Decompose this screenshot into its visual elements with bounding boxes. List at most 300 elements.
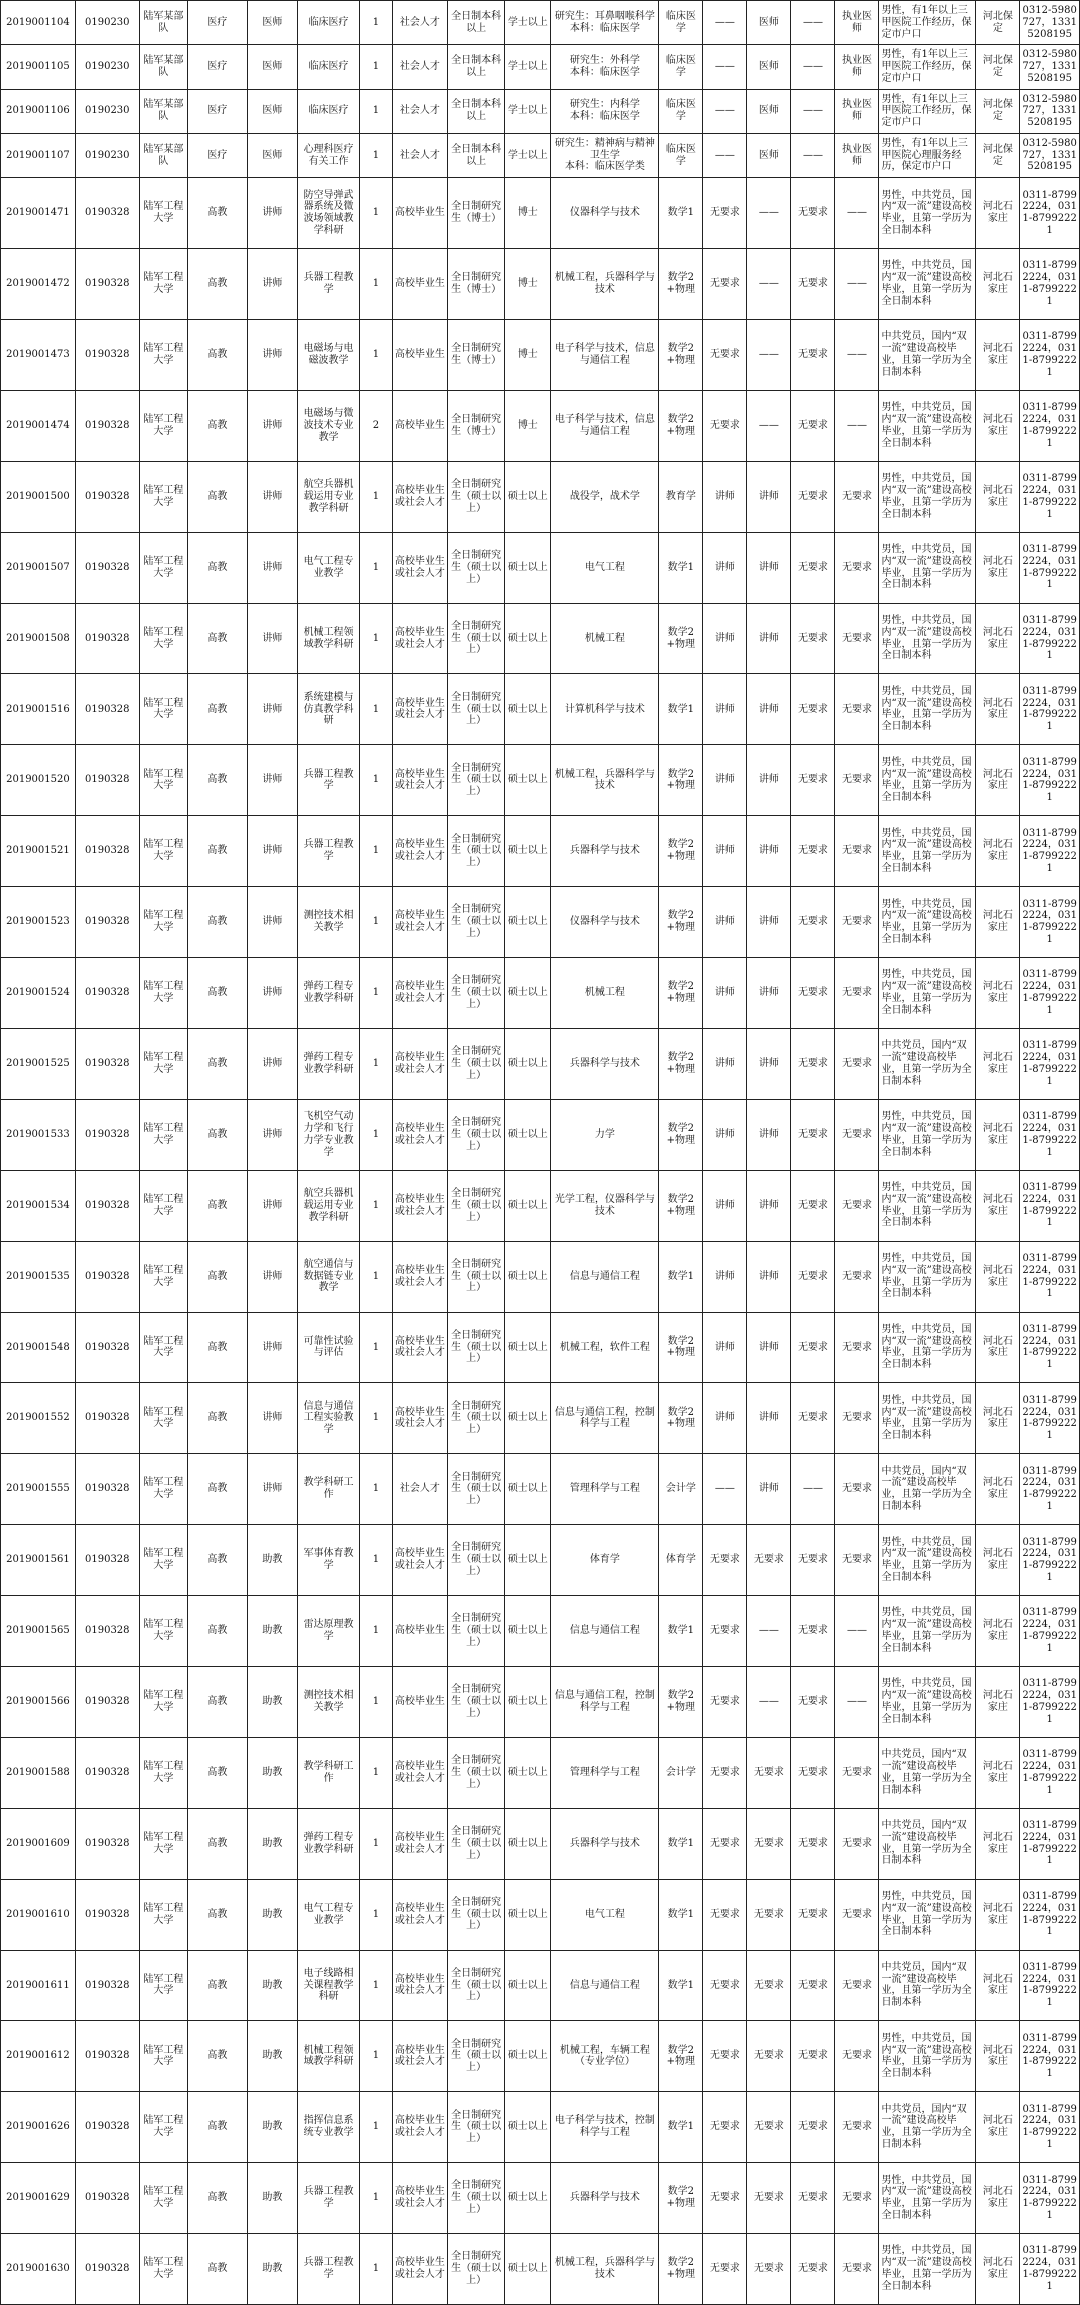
table-row	[1, 2163, 1080, 2234]
cell-education-type: 全日制本科以上	[447, 45, 504, 89]
cell-employer: 陆军工程大学	[139, 1737, 187, 1808]
cell-certificate: 执业医师	[835, 133, 879, 177]
cell-duty-requirement: 无要求	[791, 887, 835, 958]
cell-job-description: 电磁场与电磁波教学	[298, 320, 360, 391]
cell-duty-requirement: 无要求	[791, 390, 835, 461]
cell-other-requirements: 男性，中共党员，国内“双一流”建设高校毕业，且第一学历为全日制本科	[879, 390, 976, 461]
cell-contact-phone: 0311-87992224，0311-87992221	[1020, 1028, 1080, 1099]
cell-work-location: 河北石家庄	[976, 1241, 1020, 1312]
cell-certificate: 无要求	[835, 1099, 879, 1170]
cell-major: 战役学，战术学	[551, 461, 659, 532]
cell-work-location: 河北石家庄	[976, 2163, 1020, 2234]
cell-employer: 陆军工程大学	[139, 178, 187, 249]
cell-title-requirement: 无要求	[703, 1808, 747, 1879]
cell-job-category: 高教	[188, 816, 247, 887]
cell-job-category: 高教	[188, 1028, 247, 1099]
cell-headcount: 1	[359, 1454, 392, 1525]
cell-work-location: 河北石家庄	[976, 958, 1020, 1029]
cell-headcount: 1	[359, 745, 392, 816]
cell-certificate: 无要求	[835, 461, 879, 532]
cell-job-category: 高教	[188, 249, 247, 320]
cell-major: 计算机科学与技术	[551, 674, 659, 745]
cell-title-requirement: 讲师	[703, 532, 747, 603]
cell-degree: 硕士以上	[505, 532, 551, 603]
cell-exam-subject: 数学2+物理	[659, 887, 703, 958]
cell-education-type: 全日制研究生（硕士以上）	[447, 1241, 504, 1312]
cell-employer-code: 0190328	[75, 2163, 139, 2234]
cell-candidate-source: 高校毕业生或社会人才	[392, 1241, 447, 1312]
cell-position-code: 2019001106	[1, 89, 76, 133]
cell-duty-requirement: 无要求	[791, 461, 835, 532]
cell-position-code: 2019001107	[1, 133, 76, 177]
cell-certificate: 无要求	[835, 2234, 879, 2305]
cell-duty-requirement: ——	[791, 1454, 835, 1525]
cell-employer: 陆军工程大学	[139, 1170, 187, 1241]
cell-education-type: 全日制研究生（硕士以上）	[447, 2092, 504, 2163]
cell-title-requirement: 无要求	[703, 320, 747, 391]
cell-employer-code: 0190328	[75, 1312, 139, 1383]
cell-title-requirement: ——	[703, 133, 747, 177]
cell-job-description: 指挥信息系统专业教学	[298, 2092, 360, 2163]
cell-headcount: 1	[359, 1383, 392, 1454]
cell-major: 电气工程	[551, 532, 659, 603]
cell-job-title: 医师	[247, 45, 298, 89]
cell-job-description: 临床医疗	[298, 45, 360, 89]
cell-employer: 陆军工程大学	[139, 1808, 187, 1879]
cell-candidate-source: 高校毕业生或社会人才	[392, 532, 447, 603]
cell-major: 研究生：耳鼻咽喉科学 本科：临床医学	[551, 1, 659, 45]
cell-education-type: 全日制研究生（硕士以上）	[447, 603, 504, 674]
cell-job-category: 高教	[188, 532, 247, 603]
table-row	[1, 603, 1080, 674]
cell-headcount: 1	[359, 958, 392, 1029]
cell-candidate-source: 高校毕业生或社会人才	[392, 1950, 447, 2021]
cell-other-requirements: 男性，中共党员，国内“双一流”建设高校毕业，且第一学历为全日制本科	[879, 178, 976, 249]
cell-major: 机械工程	[551, 603, 659, 674]
cell-other-requirements: 男性，中共党员，国内“双一流”建设高校毕业，且第一学历为全日制本科	[879, 2234, 976, 2305]
cell-employer: 陆军工程大学	[139, 1241, 187, 1312]
cell-employer: 陆军工程大学	[139, 1666, 187, 1737]
cell-major: 信息与通信工程	[551, 1241, 659, 1312]
cell-job-category: 医疗	[188, 45, 247, 89]
cell-candidate-source: 高校毕业生或社会人才	[392, 461, 447, 532]
cell-job-description: 教学科研工作	[298, 1454, 360, 1525]
cell-exam-subject: 数学2+物理	[659, 320, 703, 391]
cell-qualification: ——	[747, 320, 791, 391]
cell-employer-code: 0190328	[75, 745, 139, 816]
cell-major: 机械工程，兵器科学与技术	[551, 2234, 659, 2305]
cell-position-code: 2019001524	[1, 958, 76, 1029]
cell-education-type: 全日制研究生（硕士以上）	[447, 1525, 504, 1596]
cell-candidate-source: 高校毕业生或社会人才	[392, 2021, 447, 2092]
cell-certificate: 无要求	[835, 816, 879, 887]
cell-headcount: 1	[359, 1596, 392, 1667]
cell-candidate-source: 高校毕业生或社会人才	[392, 1808, 447, 1879]
cell-work-location: 河北石家庄	[976, 1454, 1020, 1525]
cell-contact-phone: 0311-87992224，0311-87992221	[1020, 532, 1080, 603]
cell-contact-phone: 0311-87992224，0311-87992221	[1020, 1666, 1080, 1737]
cell-employer: 陆军工程大学	[139, 1950, 187, 2021]
cell-major: 兵器科学与技术	[551, 1028, 659, 1099]
cell-education-type: 全日制研究生（硕士以上）	[447, 1879, 504, 1950]
cell-certificate: 无要求	[835, 674, 879, 745]
cell-other-requirements: 中共党员，国内“双一流”建设高校毕业，且第一学历为全日制本科	[879, 320, 976, 391]
cell-degree: 硕士以上	[505, 2092, 551, 2163]
cell-employer-code: 0190328	[75, 1241, 139, 1312]
cell-exam-subject: 数学1	[659, 532, 703, 603]
cell-headcount: 1	[359, 320, 392, 391]
cell-candidate-source: 高校毕业生或社会人才	[392, 2234, 447, 2305]
cell-other-requirements: 中共党员，国内“双一流”建设高校毕业，且第一学历为全日制本科	[879, 1950, 976, 2021]
cell-contact-phone: 0311-87992224，0311-87992221	[1020, 1454, 1080, 1525]
cell-employer: 陆军工程大学	[139, 745, 187, 816]
cell-job-title: 讲师	[247, 958, 298, 1029]
cell-job-description: 教学科研工作	[298, 1737, 360, 1808]
cell-position-code: 2019001523	[1, 887, 76, 958]
cell-exam-subject: 数学1	[659, 2092, 703, 2163]
cell-other-requirements: 男性，中共党员，国内“双一流”建设高校毕业，且第一学历为全日制本科	[879, 745, 976, 816]
cell-title-requirement: ——	[703, 1454, 747, 1525]
cell-certificate: 无要求	[835, 887, 879, 958]
cell-employer-code: 0190328	[75, 249, 139, 320]
cell-job-category: 高教	[188, 1170, 247, 1241]
cell-exam-subject: 教育学	[659, 461, 703, 532]
cell-qualification: 医师	[747, 1, 791, 45]
cell-contact-phone: 0311-87992224，0311-87992221	[1020, 1737, 1080, 1808]
cell-duty-requirement: 无要求	[791, 1808, 835, 1879]
cell-qualification: 无要求	[747, 2021, 791, 2092]
cell-job-title: 助教	[247, 2163, 298, 2234]
cell-job-description: 飞机空气动力学和飞行力学专业教学	[298, 1099, 360, 1170]
cell-candidate-source: 高校毕业生或社会人才	[392, 745, 447, 816]
cell-job-category: 医疗	[188, 133, 247, 177]
cell-work-location: 河北石家庄	[976, 1312, 1020, 1383]
cell-degree: 硕士以上	[505, 2163, 551, 2234]
cell-certificate: 无要求	[835, 1383, 879, 1454]
cell-education-type: 全日制研究生（硕士以上）	[447, 1028, 504, 1099]
cell-qualification: ——	[747, 249, 791, 320]
cell-certificate: ——	[835, 249, 879, 320]
cell-qualification: 讲师	[747, 674, 791, 745]
cell-employer: 陆军工程大学	[139, 1028, 187, 1099]
cell-employer: 陆军工程大学	[139, 887, 187, 958]
cell-work-location: 河北石家庄	[976, 2092, 1020, 2163]
cell-position-code: 2019001471	[1, 178, 76, 249]
cell-major: 电子科学与技术，信息与通信工程	[551, 320, 659, 391]
cell-employer-code: 0190328	[75, 1737, 139, 1808]
cell-contact-phone: 0311-87992224，0311-87992221	[1020, 1099, 1080, 1170]
cell-major: 兵器科学与技术	[551, 2163, 659, 2234]
cell-position-code: 2019001472	[1, 249, 76, 320]
cell-qualification: 无要求	[747, 2163, 791, 2234]
cell-work-location: 河北石家庄	[976, 1950, 1020, 2021]
cell-job-title: 讲师	[247, 816, 298, 887]
cell-job-title: 助教	[247, 1666, 298, 1737]
cell-job-category: 高教	[188, 1737, 247, 1808]
cell-job-title: 医师	[247, 133, 298, 177]
cell-degree: 硕士以上	[505, 1879, 551, 1950]
cell-contact-phone: 0311-87992224，0311-87992221	[1020, 958, 1080, 1029]
cell-job-category: 高教	[188, 745, 247, 816]
cell-duty-requirement: ——	[791, 89, 835, 133]
cell-education-type: 全日制研究生（硕士以上）	[447, 1596, 504, 1667]
cell-degree: 博士	[505, 178, 551, 249]
cell-education-type: 全日制研究生（硕士以上）	[447, 2234, 504, 2305]
cell-exam-subject: 会计学	[659, 1454, 703, 1525]
cell-major: 电子科学与技术，控制科学与工程	[551, 2092, 659, 2163]
cell-duty-requirement: 无要求	[791, 1737, 835, 1808]
cell-degree: 硕士以上	[505, 461, 551, 532]
cell-employer: 陆军工程大学	[139, 1879, 187, 1950]
cell-job-description: 兵器工程教学	[298, 816, 360, 887]
cell-job-title: 讲师	[247, 745, 298, 816]
cell-employer-code: 0190328	[75, 2092, 139, 2163]
cell-exam-subject: 数学1	[659, 178, 703, 249]
cell-major: 兵器科学与技术	[551, 1808, 659, 1879]
cell-work-location: 河北保定	[976, 1, 1020, 45]
cell-qualification: 医师	[747, 133, 791, 177]
cell-job-description: 航空通信与数据链专业教学	[298, 1241, 360, 1312]
cell-headcount: 2	[359, 390, 392, 461]
cell-education-type: 全日制研究生（硕士以上）	[447, 532, 504, 603]
cell-qualification: 无要求	[747, 1879, 791, 1950]
cell-candidate-source: 社会人才	[392, 45, 447, 89]
cell-qualification: 讲师	[747, 745, 791, 816]
cell-duty-requirement: 无要求	[791, 1312, 835, 1383]
cell-title-requirement: ——	[703, 89, 747, 133]
cell-work-location: 河北石家庄	[976, 745, 1020, 816]
cell-job-title: 讲师	[247, 1028, 298, 1099]
cell-other-requirements: 男性，中共党员，国内“双一流”建设高校毕业，且第一学历为全日制本科	[879, 2021, 976, 2092]
cell-other-requirements: 男性，中共党员，国内“双一流”建设高校毕业，且第一学历为全日制本科	[879, 1099, 976, 1170]
cell-employer-code: 0190328	[75, 2021, 139, 2092]
cell-exam-subject: 数学2+物理	[659, 1170, 703, 1241]
table-row	[1, 1099, 1080, 1170]
cell-qualification: 讲师	[747, 1454, 791, 1525]
cell-major: 信息与通信工程，控制科学与工程	[551, 1666, 659, 1737]
cell-other-requirements: 男性，有1年以上三甲医院工作经历，保定市户口	[879, 1, 976, 45]
cell-work-location: 河北石家庄	[976, 1808, 1020, 1879]
cell-degree: 硕士以上	[505, 1525, 551, 1596]
cell-certificate: ——	[835, 1596, 879, 1667]
cell-duty-requirement: 无要求	[791, 1028, 835, 1099]
cell-other-requirements: 男性，有1年以上三甲医院心理服务经历，保定市户口	[879, 133, 976, 177]
cell-exam-subject: 数学2+物理	[659, 603, 703, 674]
cell-education-type: 全日制研究生（硕士以上）	[447, 1808, 504, 1879]
cell-job-description: 兵器工程教学	[298, 745, 360, 816]
cell-job-description: 防空导弹武器系统及微波场领域教学科研	[298, 178, 360, 249]
cell-job-category: 高教	[188, 2092, 247, 2163]
cell-employer: 陆军某部队	[139, 45, 187, 89]
cell-duty-requirement: 无要求	[791, 1666, 835, 1737]
cell-degree: 硕士以上	[505, 2021, 551, 2092]
cell-exam-subject: 数学2+物理	[659, 1383, 703, 1454]
cell-education-type: 全日制研究生（硕士以上）	[447, 887, 504, 958]
cell-other-requirements: 男性，中共党员，国内“双一流”建设高校毕业，且第一学历为全日制本科	[879, 532, 976, 603]
cell-duty-requirement: 无要求	[791, 958, 835, 1029]
cell-title-requirement: 无要求	[703, 2163, 747, 2234]
cell-employer-code: 0190328	[75, 1596, 139, 1667]
cell-job-description: 测控技术相关教学	[298, 887, 360, 958]
cell-education-type: 全日制研究生（硕士以上）	[447, 1312, 504, 1383]
cell-candidate-source: 高校毕业生或社会人才	[392, 2163, 447, 2234]
cell-job-title: 讲师	[247, 1170, 298, 1241]
cell-degree: 硕士以上	[505, 1808, 551, 1879]
cell-major: 研究生：精神病与精神卫生学 本科：临床医学类	[551, 133, 659, 177]
cell-position-code: 2019001507	[1, 532, 76, 603]
cell-education-type: 全日制本科以上	[447, 1, 504, 45]
table-row	[1, 1666, 1080, 1737]
cell-headcount: 1	[359, 816, 392, 887]
cell-job-title: 讲师	[247, 1099, 298, 1170]
table-row	[1, 1737, 1080, 1808]
table-row	[1, 178, 1080, 249]
cell-contact-phone: 0311-87992224，0311-87992221	[1020, 1596, 1080, 1667]
cell-employer: 陆军工程大学	[139, 320, 187, 391]
cell-job-category: 高教	[188, 1525, 247, 1596]
cell-job-description: 弹药工程专业教学科研	[298, 958, 360, 1029]
cell-job-title: 助教	[247, 1808, 298, 1879]
cell-employer-code: 0190328	[75, 1879, 139, 1950]
cell-employer: 陆军工程大学	[139, 2092, 187, 2163]
cell-degree: 学士以上	[505, 133, 551, 177]
cell-employer-code: 0190328	[75, 1383, 139, 1454]
table-row	[1, 390, 1080, 461]
cell-work-location: 河北石家庄	[976, 2021, 1020, 2092]
cell-duty-requirement: 无要求	[791, 178, 835, 249]
cell-headcount: 1	[359, 45, 392, 89]
cell-degree: 硕士以上	[505, 674, 551, 745]
cell-work-location: 河北石家庄	[976, 1099, 1020, 1170]
cell-major: 兵器科学与技术	[551, 816, 659, 887]
cell-exam-subject: 数学2+物理	[659, 1099, 703, 1170]
cell-title-requirement: 讲师	[703, 887, 747, 958]
cell-contact-phone: 0311-87992224，0311-87992221	[1020, 1950, 1080, 2021]
cell-other-requirements: 男性，中共党员，国内“双一流”建设高校毕业，且第一学历为全日制本科	[879, 2163, 976, 2234]
cell-employer: 陆军工程大学	[139, 2021, 187, 2092]
cell-other-requirements: 男性，中共党员，国内“双一流”建设高校毕业，且第一学历为全日制本科	[879, 1879, 976, 1950]
cell-education-type: 全日制研究生（硕士以上）	[447, 1454, 504, 1525]
cell-duty-requirement: 无要求	[791, 1525, 835, 1596]
cell-candidate-source: 社会人才	[392, 1, 447, 45]
cell-job-title: 助教	[247, 1525, 298, 1596]
cell-other-requirements: 男性，中共党员，国内“双一流”建设高校毕业，且第一学历为全日制本科	[879, 1666, 976, 1737]
table-row	[1, 1241, 1080, 1312]
cell-exam-subject: 数学2+物理	[659, 1666, 703, 1737]
cell-contact-phone: 0311-87992224，0311-87992221	[1020, 674, 1080, 745]
cell-certificate: 执业医师	[835, 89, 879, 133]
table-row	[1, 2234, 1080, 2305]
cell-major: 研究生：外科学 本科：临床医学	[551, 45, 659, 89]
cell-job-category: 高教	[188, 1666, 247, 1737]
cell-headcount: 1	[359, 249, 392, 320]
cell-education-type: 全日制研究生（博士）	[447, 249, 504, 320]
cell-job-title: 讲师	[247, 461, 298, 532]
cell-job-category: 高教	[188, 178, 247, 249]
cell-job-description: 测控技术相关教学	[298, 1666, 360, 1737]
table-row	[1, 1808, 1080, 1879]
cell-major: 电子科学与技术，信息与通信工程	[551, 390, 659, 461]
cell-employer: 陆军工程大学	[139, 816, 187, 887]
cell-qualification: 讲师	[747, 603, 791, 674]
cell-employer-code: 0190328	[75, 1808, 139, 1879]
cell-job-title: 讲师	[247, 249, 298, 320]
cell-title-requirement: 讲师	[703, 745, 747, 816]
cell-work-location: 河北石家庄	[976, 390, 1020, 461]
cell-job-title: 医师	[247, 89, 298, 133]
cell-duty-requirement: 无要求	[791, 816, 835, 887]
cell-duty-requirement: 无要求	[791, 745, 835, 816]
cell-education-type: 全日制研究生（博士）	[447, 320, 504, 391]
cell-exam-subject: 临床医学	[659, 89, 703, 133]
cell-degree: 硕士以上	[505, 816, 551, 887]
cell-title-requirement: 讲师	[703, 1099, 747, 1170]
cell-job-description: 弹药工程专业教学科研	[298, 1808, 360, 1879]
cell-job-category: 医疗	[188, 89, 247, 133]
cell-certificate: ——	[835, 1666, 879, 1737]
cell-headcount: 1	[359, 887, 392, 958]
cell-title-requirement: 讲师	[703, 816, 747, 887]
cell-headcount: 1	[359, 1170, 392, 1241]
cell-contact-phone: 0312-5980727，13315208195	[1020, 45, 1080, 89]
cell-exam-subject: 数学2+物理	[659, 1312, 703, 1383]
cell-contact-phone: 0311-87992224，0311-87992221	[1020, 603, 1080, 674]
cell-certificate: 执业医师	[835, 45, 879, 89]
cell-headcount: 1	[359, 1808, 392, 1879]
cell-job-title: 讲师	[247, 390, 298, 461]
cell-job-category: 高教	[188, 1312, 247, 1383]
table-row	[1, 1, 1080, 45]
cell-degree: 硕士以上	[505, 1170, 551, 1241]
cell-contact-phone: 0311-87992224，0311-87992221	[1020, 390, 1080, 461]
cell-job-category: 高教	[188, 1383, 247, 1454]
cell-major: 信息与通信工程	[551, 1950, 659, 2021]
cell-major: 研究生：内科学 本科：临床医学	[551, 89, 659, 133]
cell-employer: 陆军工程大学	[139, 390, 187, 461]
cell-degree: 硕士以上	[505, 1454, 551, 1525]
cell-title-requirement: 讲师	[703, 1312, 747, 1383]
cell-qualification: ——	[747, 1596, 791, 1667]
cell-candidate-source: 高校毕业生或社会人才	[392, 1879, 447, 1950]
cell-employer-code: 0190328	[75, 887, 139, 958]
cell-exam-subject: 数学1	[659, 1808, 703, 1879]
cell-job-title: 助教	[247, 1737, 298, 1808]
cell-contact-phone: 0311-87992224，0311-87992221	[1020, 2234, 1080, 2305]
cell-headcount: 1	[359, 603, 392, 674]
cell-job-title: 助教	[247, 1596, 298, 1667]
table-row	[1, 1170, 1080, 1241]
cell-exam-subject: 临床医学	[659, 1, 703, 45]
cell-employer-code: 0190230	[75, 89, 139, 133]
cell-position-code: 2019001555	[1, 1454, 76, 1525]
cell-other-requirements: 男性，中共党员，国内“双一流”建设高校毕业，且第一学历为全日制本科	[879, 1312, 976, 1383]
cell-other-requirements: 男性，中共党员，国内“双一流”建设高校毕业，且第一学历为全日制本科	[879, 816, 976, 887]
cell-contact-phone: 0312-5980727，13315208195	[1020, 89, 1080, 133]
cell-candidate-source: 高校毕业生或社会人才	[392, 958, 447, 1029]
cell-qualification: 无要求	[747, 1808, 791, 1879]
cell-contact-phone: 0311-87992224，0311-87992221	[1020, 816, 1080, 887]
cell-job-description: 系统建模与仿真教学科研	[298, 674, 360, 745]
cell-job-description: 电气工程专业教学	[298, 1879, 360, 1950]
cell-education-type: 全日制研究生（硕士以上）	[447, 2163, 504, 2234]
cell-employer: 陆军工程大学	[139, 2234, 187, 2305]
cell-degree: 学士以上	[505, 45, 551, 89]
cell-position-code: 2019001612	[1, 2021, 76, 2092]
cell-job-description: 电磁场与微波技术专业教学	[298, 390, 360, 461]
cell-contact-phone: 0312-5980727，13315208195	[1020, 133, 1080, 177]
cell-job-description: 电气工程专业教学	[298, 532, 360, 603]
cell-employer-code: 0190230	[75, 1, 139, 45]
